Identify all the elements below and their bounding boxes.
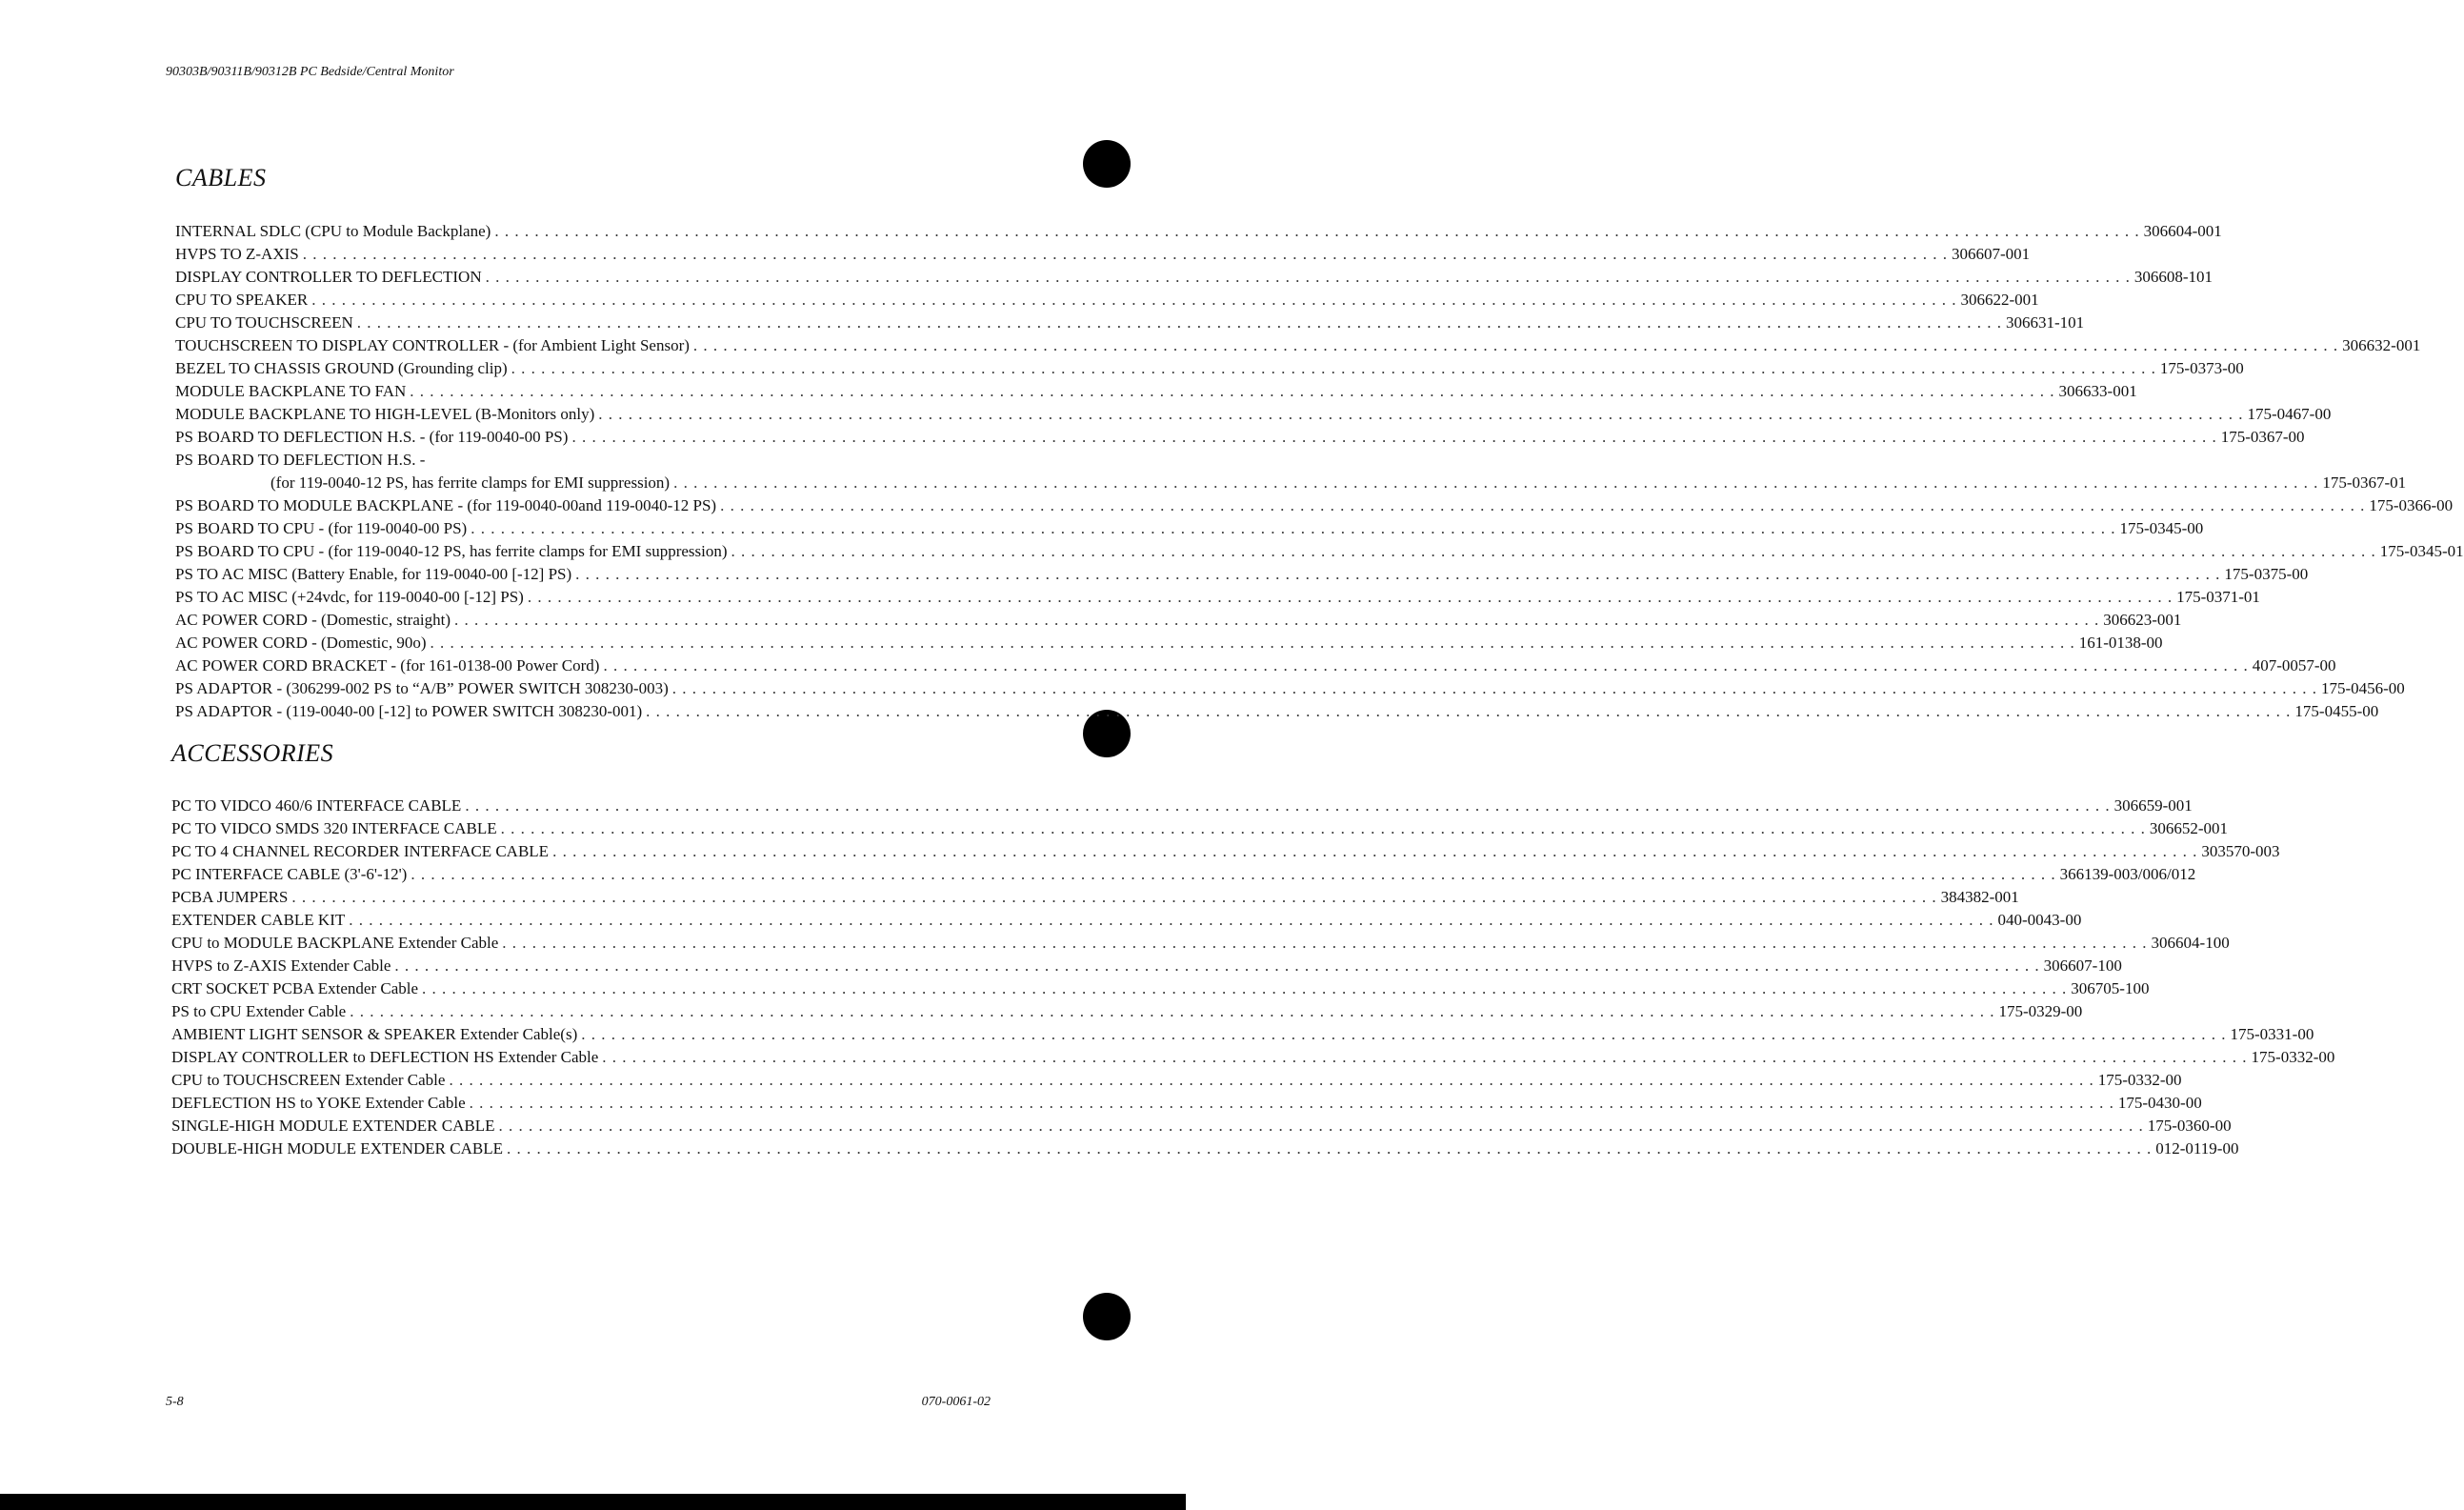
part-number: 175-0373-00: [2159, 359, 2244, 377]
dot-leader: [430, 632, 2074, 654]
dot-leader: [410, 380, 2054, 403]
part-description: DISPLAY CONTROLLER to DEFLECTION HS Extender Cable: [171, 1048, 599, 1066]
part-description: PCBA JUMPERS: [171, 888, 289, 906]
dot-leader: [350, 1000, 1994, 1023]
dot-leader: [598, 403, 2243, 426]
binder-hole-bottom: [1083, 1293, 1131, 1340]
part-number: 175-0375-00: [2224, 565, 2309, 583]
dot-leader: [349, 909, 1993, 932]
part-row: [175, 220, 2222, 243]
part-description: CRT SOCKET PCBA Extender Cable: [171, 979, 419, 997]
part-row: [171, 840, 2280, 863]
part-description: PS BOARD TO DEFLECTION H.S. - (for 119-0040-00 PS): [175, 428, 569, 446]
part-description: DOUBLE-HIGH MODULE EXTENDER CABLE: [171, 1139, 503, 1158]
dot-leader: [494, 220, 2139, 243]
part-description: PS TO AC MISC (+24vdc, for 119-0040-00 [-12] PS): [175, 588, 524, 606]
part-row: [175, 654, 2336, 677]
part-number: 306608-101: [2133, 268, 2214, 286]
dot-leader: [693, 334, 2338, 357]
part-number: 161-0138-00: [2078, 634, 2163, 652]
part-number: 175-0331-00: [2230, 1025, 2314, 1043]
part-row: [171, 795, 2193, 817]
part-number: 306604-100: [2151, 934, 2230, 952]
dot-leader: [720, 494, 2365, 517]
part-number: 175-0456-00: [2320, 679, 2405, 697]
dot-leader: [581, 1023, 2226, 1046]
part-row: [175, 403, 2332, 426]
dot-leader: [646, 700, 2291, 723]
part-row: [171, 886, 2019, 909]
part-row: [175, 563, 2309, 586]
dot-leader: [449, 1069, 2093, 1092]
part-row: [171, 1138, 2239, 1160]
part-description: PC TO VIDCO SMDS 320 INTERFACE CABLE: [171, 819, 497, 837]
part-row: [175, 449, 1000, 472]
part-number: 175-0455-00: [2294, 702, 2379, 720]
part-description: PC INTERFACE CABLE (3'-6'-12'): [171, 865, 408, 883]
dot-leader: [303, 243, 1948, 266]
part-row: [175, 426, 2305, 449]
dot-leader: [411, 863, 2055, 886]
part-row: [175, 700, 2379, 723]
part-number: 175-0345-01: [2379, 542, 2464, 560]
dot-leader: [575, 563, 2220, 586]
part-number: 384382-001: [1940, 888, 2019, 906]
part-row: [175, 289, 2039, 312]
accessories-list: [171, 795, 2335, 1160]
part-description: PS ADAPTOR - (119-0040-00 [-12] to POWER SWITCH 308230-001): [175, 702, 643, 720]
part-row: [171, 1092, 2202, 1115]
part-description: AC POWER CORD BRACKET - (for 161-0138-00 Power Cord): [175, 656, 600, 674]
part-number: 175-0332-00: [2251, 1048, 2335, 1066]
part-row: [175, 517, 2204, 540]
part-description: CPU TO SPEAKER: [175, 291, 309, 309]
part-description: PC TO VIDCO 460/6 INTERFACE CABLE: [171, 796, 462, 815]
dot-leader: [602, 1046, 2247, 1069]
accessories-heading: ACCESSORIES: [171, 739, 334, 767]
part-number: 175-0467-00: [2247, 405, 2332, 423]
dot-leader: [454, 609, 2099, 632]
part-number: 175-0329-00: [1998, 1002, 2083, 1020]
part-row: [175, 380, 2137, 403]
dot-leader: [470, 1092, 2114, 1115]
dot-leader: [394, 955, 2039, 977]
part-number: 306631-101: [2005, 313, 2085, 332]
part-description: PS BOARD TO CPU - (for 119-0040-00 PS): [175, 519, 468, 537]
part-number: 303570-003: [2201, 842, 2280, 860]
part-description: PS TO AC MISC (Battery Enable, for 119-0040-00 [-12] PS): [175, 565, 572, 583]
part-description: PS BOARD TO DEFLECTION H.S. -: [175, 451, 426, 469]
part-number: 366139-003/006/012: [2059, 865, 2196, 883]
dot-leader: [511, 357, 2156, 380]
dot-leader: [311, 289, 1956, 312]
part-number: 306623-001: [2103, 611, 2182, 629]
part-description: INTERNAL SDLC (CPU to Module Backplane): [175, 222, 491, 240]
part-description: (for 119-0040-12 PS, has ferrite clamps for EMI suppression): [270, 473, 671, 492]
cables-heading: CABLES: [175, 164, 267, 191]
cables-list: [175, 220, 2464, 723]
part-description: PS to CPU Extender Cable: [171, 1002, 347, 1020]
part-number: 175-0332-00: [2097, 1071, 2182, 1089]
part-row: [175, 677, 2405, 700]
part-number: 306604-001: [2143, 222, 2222, 240]
part-row: [175, 494, 2454, 517]
part-row: [175, 540, 2464, 563]
part-description: CPU TO TOUCHSCREEN: [175, 313, 353, 332]
part-description: PS ADAPTOR - (306299-002 PS to “A/B” POWER SWITCH 308230-003): [175, 679, 669, 697]
part-description: EXTENDER CABLE KIT: [171, 911, 346, 929]
part-row: [175, 357, 2244, 380]
dot-leader: [501, 817, 2146, 840]
part-row: [171, 932, 2230, 955]
part-description: CPU to MODULE BACKPLANE Extender Cable: [171, 934, 499, 952]
dot-leader: [357, 312, 2002, 334]
part-number: 175-0345-00: [2119, 519, 2204, 537]
dot-leader: [499, 1115, 2144, 1138]
part-description: BEZEL TO CHASSIS GROUND (Grounding clip): [175, 359, 508, 377]
part-description: TOUCHSCREEN TO DISPLAY CONTROLLER - (for Ambient Light Sensor): [175, 336, 690, 354]
part-description: HVPS TO Z-AXIS: [175, 245, 299, 263]
document-number: 070-0061-02: [921, 1395, 991, 1409]
part-row: [171, 863, 2196, 886]
running-header: 90303B/90311B/90312B PC Bedside/Central Monitor: [166, 65, 454, 79]
part-number: 306705-100: [2071, 979, 2150, 997]
part-number: 306633-001: [2058, 382, 2137, 400]
part-row: [171, 909, 2082, 932]
part-description: AMBIENT LIGHT SENSOR & SPEAKER Extender Cable(s): [171, 1025, 578, 1043]
part-description: CPU to TOUCHSCREEN Extender Cable: [171, 1071, 446, 1089]
part-number: 012-0119-00: [2155, 1139, 2239, 1158]
part-number: 306607-100: [2043, 956, 2122, 975]
part-row: [175, 266, 2214, 289]
dot-leader: [673, 472, 2318, 494]
part-number: 040-0043-00: [1997, 911, 2082, 929]
part-number: 306652-001: [2149, 819, 2229, 837]
page-number: 5-8: [166, 1395, 184, 1409]
part-row: [171, 1023, 2314, 1046]
part-description: PS BOARD TO MODULE BACKPLANE - (for 119-0040-00and 119-0040-12 PS): [175, 496, 717, 514]
part-number: 407-0057-00: [2252, 656, 2336, 674]
part-description: HVPS to Z-AXIS Extender Cable: [171, 956, 391, 975]
part-number: 175-0366-00: [2369, 496, 2454, 514]
part-row: [171, 1115, 2232, 1138]
part-number: 306659-001: [2113, 796, 2193, 815]
part-row: [175, 472, 2407, 494]
part-number: 306622-001: [1960, 291, 2039, 309]
dot-leader: [465, 795, 2110, 817]
part-description: AC POWER CORD - (Domestic, 90o): [175, 634, 427, 652]
part-row: [171, 1046, 2335, 1069]
binder-hole-top: [1083, 140, 1131, 188]
part-row: [175, 632, 2163, 654]
scan-border: [0, 1494, 1186, 1510]
dot-leader: [571, 426, 2216, 449]
dot-leader: [502, 932, 2147, 955]
dot-leader: [552, 840, 2197, 863]
dot-leader: [731, 540, 2376, 563]
dot-leader: [528, 586, 2173, 609]
part-number: 175-0430-00: [2117, 1094, 2202, 1112]
part-number: 306607-001: [1951, 245, 2031, 263]
dot-leader: [672, 677, 2317, 700]
part-number: 175-0360-00: [2147, 1117, 2232, 1135]
part-description: AC POWER CORD - (Domestic, straight): [175, 611, 451, 629]
part-description: MODULE BACKPLANE TO FAN: [175, 382, 407, 400]
part-row: [171, 955, 2122, 977]
dot-leader: [507, 1138, 2152, 1160]
dot-leader: [291, 886, 1936, 909]
part-description: DISPLAY CONTROLLER TO DEFLECTION: [175, 268, 482, 286]
part-number: 175-0367-00: [2220, 428, 2305, 446]
dot-leader: [422, 977, 2067, 1000]
part-row: [175, 586, 2260, 609]
part-description: PS BOARD TO CPU - (for 119-0040-12 PS, has ferrite clamps for EMI suppression): [175, 542, 728, 560]
part-number: 175-0367-01: [2322, 473, 2407, 492]
part-row: [175, 609, 2182, 632]
part-description: PC TO 4 CHANNEL RECORDER INTERFACE CABLE: [171, 842, 550, 860]
part-number: 175-0371-01: [2176, 588, 2260, 606]
part-row: [175, 243, 2031, 266]
part-description: SINGLE-HIGH MODULE EXTENDER CABLE: [171, 1117, 495, 1135]
part-row: [171, 1000, 2083, 1023]
part-row: [171, 817, 2229, 840]
part-description: DEFLECTION HS to YOKE Extender Cable: [171, 1094, 466, 1112]
part-row: [175, 312, 2085, 334]
part-row: [171, 977, 2150, 1000]
dot-leader: [603, 654, 2248, 677]
part-description: MODULE BACKPLANE TO HIGH-LEVEL (B-Monitors only): [175, 405, 595, 423]
part-row: [171, 1069, 2182, 1092]
part-number: 306632-001: [2342, 336, 2421, 354]
dot-leader: [486, 266, 2131, 289]
dot-leader: [471, 517, 2115, 540]
part-row: [175, 334, 2421, 357]
